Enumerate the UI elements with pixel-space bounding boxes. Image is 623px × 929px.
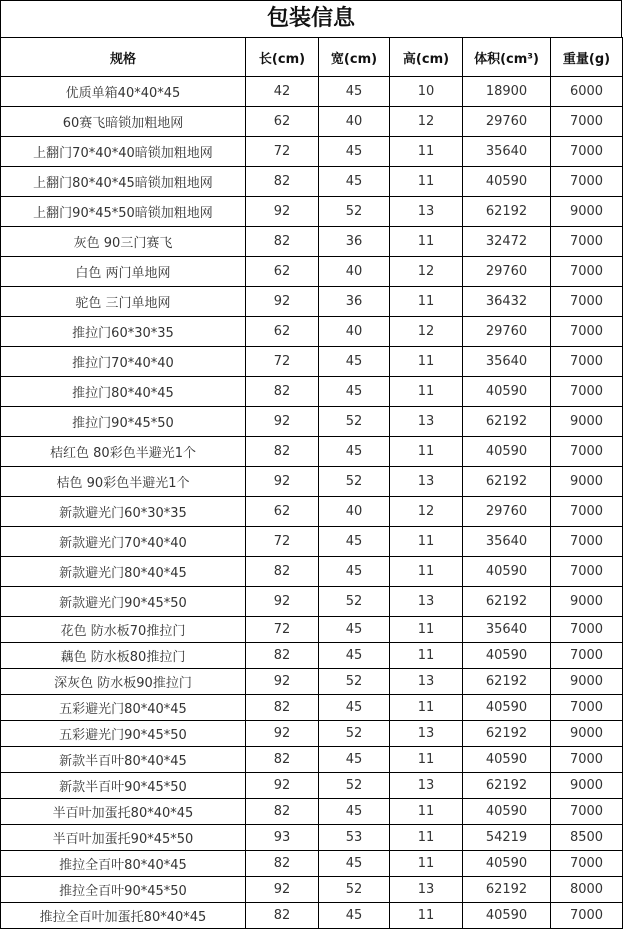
- cell-height: 11: [390, 825, 463, 851]
- cell-height: 13: [390, 467, 463, 497]
- cell-weight: 9000: [551, 721, 623, 747]
- cell-spec: 推拉全百叶加蛋托80*40*45: [1, 903, 246, 929]
- cell-spec: 60赛飞暗锁加粗地网: [1, 107, 246, 137]
- cell-length: 62: [246, 497, 319, 527]
- header-row: [1, 38, 623, 77]
- cell-length: 82: [246, 643, 319, 669]
- cell-spec: 五彩避光门90*45*50: [1, 721, 246, 747]
- cell-width: 53: [319, 825, 390, 851]
- cell-height: 11: [390, 167, 463, 197]
- cell-length: 72: [246, 527, 319, 557]
- cell-width: 52: [319, 721, 390, 747]
- cell-weight: 7000: [551, 137, 623, 167]
- cell-length: 92: [246, 197, 319, 227]
- cell-length: 82: [246, 557, 319, 587]
- cell-volume: 29760: [463, 317, 551, 347]
- cell-length: 92: [246, 721, 319, 747]
- cell-spec: 白色 两门单地网: [1, 257, 246, 287]
- cell-height: 11: [390, 137, 463, 167]
- cell-volume: 35640: [463, 617, 551, 643]
- cell-width: 45: [319, 527, 390, 557]
- cell-height: 11: [390, 437, 463, 467]
- cell-volume: 40590: [463, 437, 551, 467]
- table-row: [1, 197, 623, 227]
- cell-weight: 7000: [551, 557, 623, 587]
- cell-spec: 推拉门90*45*50: [1, 407, 246, 437]
- cell-length: 92: [246, 669, 319, 695]
- cell-spec: 新款避光门70*40*40: [1, 527, 246, 557]
- cell-spec: 半百叶加蛋托90*45*50: [1, 825, 246, 851]
- cell-length: 82: [246, 799, 319, 825]
- cell-length: 82: [246, 851, 319, 877]
- cell-spec: 桔红色 80彩色半避光1个: [1, 437, 246, 467]
- cell-weight: 7000: [551, 695, 623, 721]
- cell-spec: 新款避光门60*30*35: [1, 497, 246, 527]
- header-width: 宽(cm): [319, 38, 390, 77]
- cell-width: 52: [319, 467, 390, 497]
- cell-width: 40: [319, 257, 390, 287]
- table-row: [1, 407, 623, 437]
- cell-length: 92: [246, 467, 319, 497]
- cell-spec: 桔色 90彩色半避光1个: [1, 467, 246, 497]
- table-row: [1, 851, 623, 877]
- cell-weight: 7000: [551, 643, 623, 669]
- cell-width: 36: [319, 287, 390, 317]
- cell-width: 45: [319, 377, 390, 407]
- cell-height: 13: [390, 669, 463, 695]
- cell-length: 82: [246, 695, 319, 721]
- table-row: [1, 77, 623, 107]
- cell-length: 82: [246, 167, 319, 197]
- table-row: [1, 669, 623, 695]
- cell-volume: 62192: [463, 877, 551, 903]
- table-row: [1, 747, 623, 773]
- cell-width: 45: [319, 167, 390, 197]
- cell-spec: 新款避光门90*45*50: [1, 587, 246, 617]
- cell-height: 11: [390, 527, 463, 557]
- cell-height: 13: [390, 721, 463, 747]
- cell-weight: 9000: [551, 467, 623, 497]
- cell-weight: 7000: [551, 799, 623, 825]
- cell-width: 40: [319, 107, 390, 137]
- cell-spec: 半百叶加蛋托80*40*45: [1, 799, 246, 825]
- cell-length: 72: [246, 137, 319, 167]
- cell-width: 45: [319, 137, 390, 167]
- cell-length: 62: [246, 317, 319, 347]
- cell-volume: 62192: [463, 669, 551, 695]
- cell-volume: 40590: [463, 643, 551, 669]
- cell-length: 82: [246, 747, 319, 773]
- table-row: [1, 377, 623, 407]
- cell-weight: 7000: [551, 747, 623, 773]
- cell-volume: 40590: [463, 903, 551, 929]
- table-row: [1, 903, 623, 929]
- cell-volume: 62192: [463, 587, 551, 617]
- cell-weight: 7000: [551, 377, 623, 407]
- cell-weight: 9000: [551, 587, 623, 617]
- cell-height: 11: [390, 851, 463, 877]
- cell-height: 11: [390, 287, 463, 317]
- cell-width: 52: [319, 669, 390, 695]
- cell-length: 42: [246, 77, 319, 107]
- cell-volume: 40590: [463, 377, 551, 407]
- table-row: [1, 617, 623, 643]
- table-row: [1, 587, 623, 617]
- cell-width: 52: [319, 773, 390, 799]
- cell-length: 72: [246, 617, 319, 643]
- cell-width: 45: [319, 747, 390, 773]
- cell-width: 45: [319, 437, 390, 467]
- cell-height: 12: [390, 497, 463, 527]
- cell-height: 13: [390, 407, 463, 437]
- cell-weight: 7000: [551, 617, 623, 643]
- cell-volume: 35640: [463, 347, 551, 377]
- cell-length: 82: [246, 437, 319, 467]
- cell-spec: 推拉全百叶90*45*50: [1, 877, 246, 903]
- cell-weight: 8500: [551, 825, 623, 851]
- cell-length: 62: [246, 107, 319, 137]
- table-row: [1, 257, 623, 287]
- cell-spec: 上翻门70*40*40暗锁加粗地网: [1, 137, 246, 167]
- cell-weight: 7000: [551, 227, 623, 257]
- cell-weight: 9000: [551, 669, 623, 695]
- cell-height: 11: [390, 903, 463, 929]
- cell-length: 92: [246, 287, 319, 317]
- cell-height: 11: [390, 227, 463, 257]
- cell-volume: 40590: [463, 799, 551, 825]
- cell-volume: 62192: [463, 721, 551, 747]
- header-volume: 体积(cm³): [463, 38, 551, 77]
- cell-weight: 8000: [551, 877, 623, 903]
- cell-volume: 40590: [463, 695, 551, 721]
- table-row: [1, 137, 623, 167]
- cell-weight: 7000: [551, 497, 623, 527]
- table-row: [1, 877, 623, 903]
- cell-height: 13: [390, 877, 463, 903]
- table-row: [1, 227, 623, 257]
- page-title: 包装信息: [0, 0, 622, 38]
- cell-volume: 40590: [463, 747, 551, 773]
- cell-weight: 9000: [551, 407, 623, 437]
- cell-height: 11: [390, 643, 463, 669]
- cell-weight: 7000: [551, 257, 623, 287]
- cell-width: 40: [319, 317, 390, 347]
- cell-weight: 6000: [551, 77, 623, 107]
- cell-volume: 29760: [463, 497, 551, 527]
- cell-spec: 推拉门80*40*45: [1, 377, 246, 407]
- cell-width: 45: [319, 851, 390, 877]
- cell-spec: 优质单箱40*40*45: [1, 77, 246, 107]
- cell-weight: 9000: [551, 773, 623, 799]
- cell-height: 11: [390, 617, 463, 643]
- cell-volume: 62192: [463, 197, 551, 227]
- cell-weight: 7000: [551, 903, 623, 929]
- cell-spec: 新款半百叶80*40*45: [1, 747, 246, 773]
- cell-height: 12: [390, 257, 463, 287]
- table-row: [1, 317, 623, 347]
- table-body: [1, 77, 623, 929]
- cell-weight: 7000: [551, 287, 623, 317]
- cell-width: 40: [319, 497, 390, 527]
- cell-length: 72: [246, 347, 319, 377]
- cell-height: 10: [390, 77, 463, 107]
- cell-width: 45: [319, 557, 390, 587]
- cell-spec: 推拉门60*30*35: [1, 317, 246, 347]
- cell-width: 45: [319, 347, 390, 377]
- cell-length: 82: [246, 903, 319, 929]
- cell-volume: 18900: [463, 77, 551, 107]
- cell-volume: 35640: [463, 527, 551, 557]
- cell-width: 36: [319, 227, 390, 257]
- cell-volume: 29760: [463, 257, 551, 287]
- cell-volume: 35640: [463, 137, 551, 167]
- cell-spec: 新款半百叶90*45*50: [1, 773, 246, 799]
- cell-height: 12: [390, 107, 463, 137]
- cell-weight: 7000: [551, 107, 623, 137]
- table-row: [1, 695, 623, 721]
- table-row: [1, 643, 623, 669]
- table-row: [1, 773, 623, 799]
- cell-volume: 40590: [463, 851, 551, 877]
- cell-width: 52: [319, 407, 390, 437]
- cell-spec: 推拉全百叶80*40*45: [1, 851, 246, 877]
- cell-spec: 灰色 90三门赛飞: [1, 227, 246, 257]
- cell-height: 13: [390, 773, 463, 799]
- cell-weight: 9000: [551, 197, 623, 227]
- header-height: 高(cm): [390, 38, 463, 77]
- cell-length: 62: [246, 257, 319, 287]
- cell-width: 52: [319, 587, 390, 617]
- cell-spec: 深灰色 防水板90推拉门: [1, 669, 246, 695]
- table-row: [1, 527, 623, 557]
- cell-height: 11: [390, 799, 463, 825]
- cell-volume: 62192: [463, 407, 551, 437]
- cell-height: 11: [390, 347, 463, 377]
- cell-height: 11: [390, 747, 463, 773]
- cell-weight: 7000: [551, 437, 623, 467]
- cell-weight: 7000: [551, 317, 623, 347]
- cell-weight: 7000: [551, 527, 623, 557]
- cell-volume: 62192: [463, 773, 551, 799]
- cell-volume: 29760: [463, 107, 551, 137]
- cell-height: 11: [390, 557, 463, 587]
- cell-volume: 40590: [463, 557, 551, 587]
- table-row: [1, 799, 623, 825]
- cell-spec: 藕色 防水板80推拉门: [1, 643, 246, 669]
- cell-volume: 40590: [463, 167, 551, 197]
- table-row: [1, 167, 623, 197]
- cell-width: 45: [319, 903, 390, 929]
- cell-weight: 7000: [551, 167, 623, 197]
- cell-volume: 54219: [463, 825, 551, 851]
- table-row: [1, 287, 623, 317]
- cell-height: 13: [390, 197, 463, 227]
- cell-width: 52: [319, 877, 390, 903]
- cell-spec: 驼色 三门单地网: [1, 287, 246, 317]
- cell-length: 82: [246, 377, 319, 407]
- cell-width: 45: [319, 799, 390, 825]
- header-spec: 规格: [1, 38, 246, 77]
- cell-width: 52: [319, 197, 390, 227]
- cell-length: 82: [246, 227, 319, 257]
- cell-spec: 五彩避光门80*40*45: [1, 695, 246, 721]
- cell-height: 13: [390, 587, 463, 617]
- table-row: [1, 557, 623, 587]
- cell-length: 93: [246, 825, 319, 851]
- header-weight: 重量(g): [551, 38, 623, 77]
- cell-spec: 上翻门90*45*50暗锁加粗地网: [1, 197, 246, 227]
- table-row: [1, 437, 623, 467]
- cell-volume: 36432: [463, 287, 551, 317]
- cell-height: 11: [390, 377, 463, 407]
- table-row: [1, 825, 623, 851]
- packaging-table: [0, 37, 623, 929]
- cell-weight: 7000: [551, 851, 623, 877]
- cell-spec: 花色 防水板70推拉门: [1, 617, 246, 643]
- cell-height: 11: [390, 695, 463, 721]
- cell-spec: 上翻门80*40*45暗锁加粗地网: [1, 167, 246, 197]
- cell-volume: 32472: [463, 227, 551, 257]
- cell-width: 45: [319, 643, 390, 669]
- table-row: [1, 721, 623, 747]
- cell-length: 92: [246, 773, 319, 799]
- cell-length: 92: [246, 587, 319, 617]
- cell-weight: 7000: [551, 347, 623, 377]
- table-row: [1, 467, 623, 497]
- cell-height: 12: [390, 317, 463, 347]
- cell-width: 45: [319, 695, 390, 721]
- header-length: 长(cm): [246, 38, 319, 77]
- table-row: [1, 347, 623, 377]
- cell-volume: 62192: [463, 467, 551, 497]
- cell-width: 45: [319, 617, 390, 643]
- table-row: [1, 497, 623, 527]
- cell-length: 92: [246, 407, 319, 437]
- cell-spec: 推拉门70*40*40: [1, 347, 246, 377]
- cell-width: 45: [319, 77, 390, 107]
- table-row: [1, 107, 623, 137]
- cell-spec: 新款避光门80*40*45: [1, 557, 246, 587]
- cell-length: 92: [246, 877, 319, 903]
